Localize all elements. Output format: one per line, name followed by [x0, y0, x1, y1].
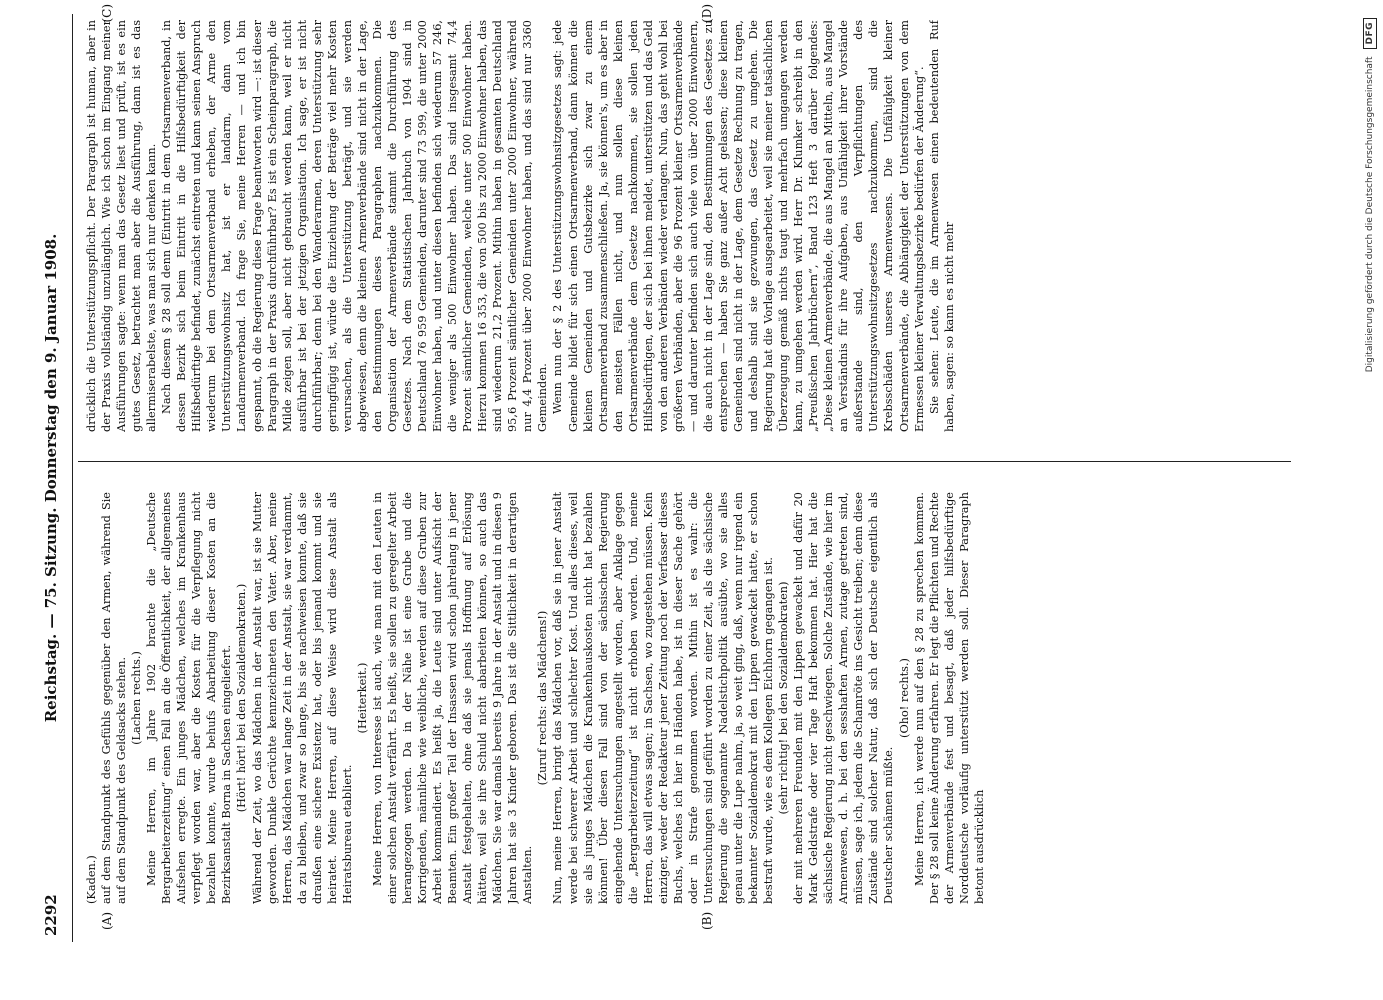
- paragraph: Wenn nun der § 2 des Unterstützungswohnsitzgesetzes sagt: jede Gemeinde bildet für sich einen Ortsarmenverband, dann können die kleinen Gemeinden und Gutsbezirke sich zwar zu einem Ortsarmenverband zusammenschließen. Ja, sie können's, um es aber in den meisten Fällen nicht, und nun sollen diese kleinen Ortsarmenverbände dem Gesetze nachkommen, sie sollen jeden Hilfsbedürftigen, der sich bei ihnen meldet, unterstützen und das Geld von den anderen Verbänden wieder verlangen. Nun, das geht wohl bei größeren Verbänden, aber die 96 Prozent kleiner Ortsarmenverbände — und darunter befinden sich auch viele von über 2000 Einwohnern, die auch nicht in der Lage sind, den Bestimmungen des Gesetzes zu entsprechen — haben Sie ganz außer Acht gelassen; diese kleinen Gemeinden sind nicht in der Lage, dem Gesetze Rechnung zu tragen, und deshalb sind sie gezwungen, das Gesetz zu umgehen. Die Regierung hat die Vorlage ausgearbeitet, weil sie meiner tatsächlichen Überzeugung gemäß nichts taugt und mehrfach umgangen werden kann, zu umgehen werden wird. Herr Dr. Klumker schreibt in den „Preußischen Jahrbüchern“, Band 123 Heft 3 darüber folgendes: „Diese kleinen Armenverbände, die aus Mangel an Mitteln, aus Mangel an Verständnis für ihre Aufgaben, aus Unfähigkeit ihrer Vorstände außerstande sind, den Verpflichtungen des Unterstützungswohnsitzgesetzes nachzukommen, sind die Krebsschäden unseres Armenwesens. Die Unfähigkeit kleiner Ortsarmenverbände, die Abhängigkeit der Unterstützungen von dem Ermessen kleiner Verwaltungsbezirke bedürfen der Änderung“.: [551, 20, 926, 432]
- margin-letter-d: (D): [700, 4, 714, 23]
- interjection: (Heiterkeit.): [355, 662, 369, 734]
- running-head: [40, 14, 66, 942]
- paragraph: der mit mehreren Freunden mit den Lippen gewackelt und dafür 20 Mark Geldstrafe oder vier Tage Haft bekommen hat. Hier hat die sächsische Regierung nicht geschwiegen. Solche Zustände, wie hier im Armenwesen, d. h. bei den sesshaften Armen, zutage getreten sind, müssen, sage ich, jedem die Schamröte ins Gesicht treiben; denn diese Zustände sind solcher Natur, daß sich der Deutsche eigentlich als Deutscher schämen müßte.: [792, 492, 896, 904]
- left-column: [84, 492, 1291, 904]
- interjection: (Oho! rechts.): [897, 658, 911, 738]
- interjection: (Zuruf rechts: das Mädchens!): [536, 610, 550, 786]
- digitization-credit: [1357, 0, 1383, 1000]
- page-number: 2292: [42, 894, 60, 936]
- margin-letter-a: (A): [100, 911, 114, 930]
- interjection: (sehr richtig! bei den Sozialdemokraten): [777, 581, 791, 815]
- paragraph: Sie sehen: Leute, die im Armenwesen einen bedeutenden Ruf haben, sagen: so kann es nicht mehr: [927, 20, 956, 432]
- paragraph: Meine Herren, von Interesse ist auch, wie man mit den Leuten in einer solchen Anstalt verfährt. Es heißt, sie sollen zu geregelter Arbeit herangezogen werden. Da in der Nähe ist eine Grube und die Korrigenden, männliche wie weibliche, werden auf diese Gruben zur Arbeit kommandiert. Es heißt ja, die Leute sind unter Aufsicht der Beamten. Ein großer Teil der Insassen wird schon jahrelang in jener Anstalt festgehalten, ohne daß sie jemals Hoffnung auf Erlösung hätten, weil sie ihre Schuld nicht abarbeiten können, so auch das Mädchen. Sie war damals bereits 9 Jahre in der Anstalt und in diesen 9 Jahren hat sie 3 Kinder geboren. Das ist die Sittlichkeit in derartigen Anstalten.: [370, 492, 535, 904]
- interjection: (Lachen rechts.): [130, 651, 144, 745]
- header-rule: [72, 14, 73, 942]
- paragraph: auf dem Standpunkt des Gefühls gegenüber den Armen, während Sie auf dem Standpunkt des Geldsacks stehen.: [100, 492, 129, 904]
- margin-letter-c: (C): [100, 4, 114, 23]
- paragraph: Während der Zeit, wo das Mädchen in der Anstalt war, ist sie Mutter geworden. Dunkle Gerüchte kennzeichneten den Vater. Aber, meine Herren, das Mädchen war lange Zeit in der Anstalt, sie war verdammt, da zu bleiben, und zwar so lange, bis sie nachweisen konnte, daß sie draußen eine sichere Existenz hat, oder bis jemand kommt und sie heiratet. Meine Herren, auf diese Weise wird diese Anstalt als Heiratsbureau etabliert.: [250, 492, 354, 904]
- paragraph: Meine Herren, im Jahre 1902 brachte die „Deutsche Bergarbeiterzeitung“ einen Fall an die Öffentlichkeit, der allgemeines Aufsehen erregte. Ein junges Mädchen, welches im Krankenhaus verpflegt worden war, aber die Kosten für die Verpflegung nicht bezahlen konnte, wurde behufs Abarbeitung dieser Kosten an die Bezirksanstalt Borna in Sachsen eingeliefert.: [145, 492, 234, 904]
- speaker-label: (Kaden.): [85, 855, 98, 904]
- paragraph: Meine Herren, ich werde nun auf den § 28 zu sprechen kommen. Der § 28 soll keine Änderung erfahren. Er legt die Pflichten und Rechte der Armenverbände fest und besagt, daß jeder hilfsbedürftige Norddeutsche vorläufig unterstützt werden soll. Dieser Paragraph betont ausdrücklich: [912, 492, 986, 904]
- interjection: (Hört! hört! bei den Sozialdemokraten.): [235, 583, 249, 813]
- column-divider: [78, 461, 1291, 462]
- dfg-credit-text: Digitalisierung gefördert durch die Deutsche Forschungsgemeinschaft: [1365, 56, 1375, 373]
- right-column: [84, 20, 1291, 432]
- dfg-logo: DFG: [1363, 18, 1377, 49]
- margin-letter-b: (B): [700, 911, 714, 930]
- header-title: Reichstag. — 75. Sitzung. Donnerstag den 9. Januar 1908.: [42, 233, 60, 723]
- paragraph: drücklich die Unterstützungspflicht. Der Paragraph ist human, aber in der Praxis vollständig unzulänglich. Wie ich schon im Eingang meiner Ausführungen sagte: wenn man das Gesetz liest und prüft, ist es ein gutes Gesetz, betrachtet man aber die Ausführung, dann ist es das allermiserabelste, was man sich nur denken kann.: [85, 20, 159, 432]
- paragraph: Nach diesem § 28 soll denn (Eintritt in dem Ortsarmenverband, in dessen Bezirk sich beim Eintritt in die Hilfsbedürftigkeit der Hilfsbedürftige befindet, zunächst eintreten und kann seinen Anspruch wiederum bei dem Ortsarmenverband erheben, der Arme den Unterstützungswohnsitz hat, ist er landarm, dann vom Landarmenverband. Ich frage Sie, meine Herren — und ich bin gespannt, ob die Regierung diese Frage beantworten wird —: ist dieser Paragraph in der Praxis durchführbar? Es ist ein Scheinparagraph, die Milde zeigen soll, aber nicht gebraucht werden kann, weil er nicht ausführbar ist bei der jetzigen Organisation. Ich sage, er ist nicht durchführbar; denn bei den Wanderarmen, deren Unterstützung sehr geringfügig ist, würde die Einziehung der Beträge viel mehr Kosten verursachen, als die Unterstützung beträgt, und sie werden abgewiesen, denn die kleinen Armenverbände sind nicht in der Lage, den Bestimmungen dieses Paragraphen nachzukommen. Die Organisation der Armenverbände stammt die Durchführung des Gesetzes. Nach dem Statistischen Jahrbuch von 1904 sind in Deutschland 76 959 Gemeinden, darunter sind 73 599, die unter 2000 Einwohner haben, und unter diesen befinden sich wiederum 57 246, die weniger als 500 Einwohner haben. Das sind insgesamt 74,4 Prozent sämtlicher Gemeinden, welche unter 500 Einwohner haben. Hierzu kommen 16 353, die von 500 bis zu 2000 Einwohner haben, das sind wiederum 21,2 Prozent. Mithin haben in gesamten Deutschland 95,6 Prozent sämtlicher Gemeinden unter 2000 Einwohner, während nur 4,4 Prozent über 2000 Einwohner haben, und das sind nur 3360 Gemeinden.: [160, 20, 550, 432]
- paragraph: Nun, meine Herren, bringt das Mädchen vor, daß sie in jener Anstalt werde bei schwerer Arbeit und schlechter Kost. Und alles dieses, weil sie als junges Mädchen die Krankenhauskosten nicht hat bezahlen können! Über diesen Fall sind von der sächsischen Regierung eingehende Untersuchungen angestellt worden, aber Anklage gegen die „Bergarbeiterzeitung“ ist nicht erhoben worden. Und, meine Herren, das will etwas sagen; in Sachsen, wo zugestehen müssen. Kein einziger, weder der Redakteur jener Zeitung noch der Verfasser dieses Buchs, welches ich hier in Händen habe, ist in dieser Sache gehört oder in Strafe genommen worden. Mithin ist es wahr: die Untersuchungen sind geführt worden zu einer Zeit, als die sächsische Regierung die sogenannte Nadelstichpolitik ausübte, wo sie alles genau unter die Lupe nahm, ja, so weit ging, daß, wenn nur irgend ein bekannter Sozialdemokrat mit den Lippen gewackelt hatte, er schon bestraft wurde, wie es dem Kollegen Eichhorn gegangen ist.: [551, 492, 776, 904]
